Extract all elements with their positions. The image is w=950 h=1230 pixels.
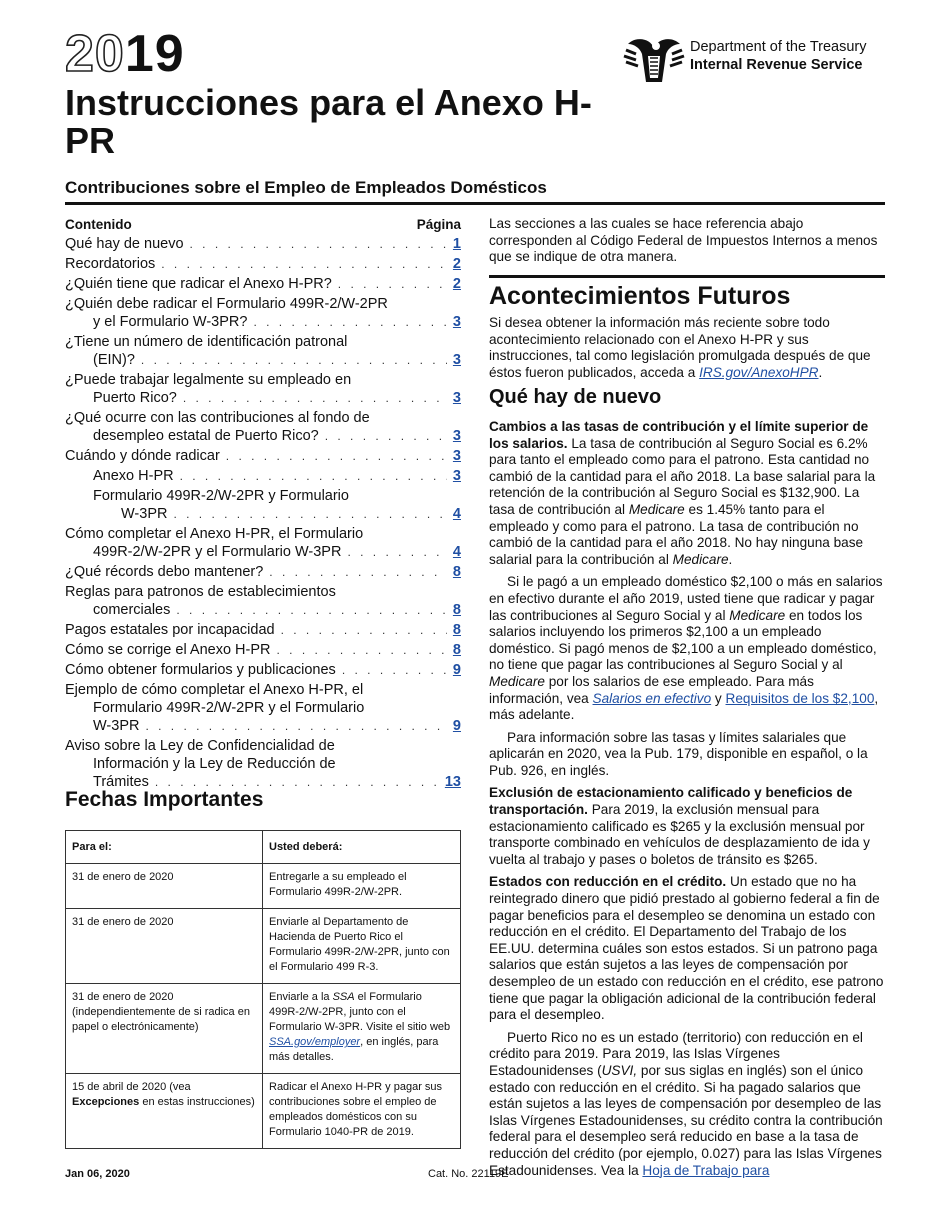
toc-item-label: ¿Quién tiene que radicar el Anexo H-PR? xyxy=(65,276,332,292)
toc-header: Contenido Página xyxy=(65,217,461,232)
table-of-contents xyxy=(65,216,461,793)
irs-eagle-logo-icon xyxy=(622,34,686,90)
toc-item[interactable] xyxy=(65,737,461,791)
toc-item[interactable] xyxy=(65,235,461,253)
toc-page-link[interactable]: 9 xyxy=(452,662,461,678)
toc-item[interactable] xyxy=(65,563,461,581)
toc-item-label: W-3PR xyxy=(121,506,168,522)
toc-item-label: Formulario 499R-2/W-2PR y Formulario xyxy=(93,488,349,504)
fechas-table xyxy=(65,830,461,1149)
toc-leader-dots xyxy=(176,601,447,619)
toc-leader-dots xyxy=(253,313,446,331)
table-row: 31 de enero de 2020 (independientemente de si radica en papel o electrónicamente) Enviarle a la SSA el Formulario 499R-2/W-2PR, junto con el Formulario W-3PR. Visite el sitio web SSA.gov/employer, en inglés, para más detalles. xyxy=(66,984,461,1074)
toc-item-label: ¿Tiene un número de identificación patronal xyxy=(65,334,348,350)
table-row: 31 de enero de 2020 Entregarle a su empleado el Formulario 499R-2/W-2PR. xyxy=(66,864,461,909)
toc-page-link[interactable]: 13 xyxy=(444,774,461,790)
toc-leader-dots xyxy=(226,447,447,465)
ssa-employer-link[interactable]: SSA.gov/employer xyxy=(269,1036,361,1048)
toc-item-label: Puerto Rico? xyxy=(93,390,177,406)
toc-item-label: Cómo obtener formularios y publicaciones xyxy=(65,662,336,678)
toc-page-link[interactable]: 3 xyxy=(452,468,461,484)
toc-item[interactable] xyxy=(65,641,461,659)
toc-item-label: Formulario 499R-2/W-2PR y el Formulario xyxy=(93,700,365,716)
toc-item-label: Qué hay de nuevo xyxy=(65,236,184,252)
toc-item-label: Cómo completar el Anexo H-PR, el Formulario xyxy=(65,526,364,542)
header-rule xyxy=(65,202,885,205)
toc-item-label: Trámites xyxy=(93,774,149,790)
toc-page-link[interactable]: 8 xyxy=(452,564,461,580)
toc-leader-dots xyxy=(161,255,447,273)
toc-leader-dots xyxy=(277,641,447,659)
toc-item-label: Recordatorios xyxy=(65,256,156,272)
toc-item-label: ¿Quién debe radicar el Formulario 499R-2/W-2PR xyxy=(65,296,388,312)
acontecimientos-section: Si desea obtener la información más reciente sobre todo acontecimiento relacionado con el Anexo H-PR y sus instrucciones, tal como legislación promulgada después de que éstos fueron publicados, acceda a IRS.gov/AnexoHPR. xyxy=(489,315,871,380)
toc-leader-dots xyxy=(180,467,447,485)
toc-leader-dots xyxy=(141,351,447,369)
toc-page-link[interactable]: 2 xyxy=(452,256,461,272)
toc-page-link[interactable]: 8 xyxy=(452,622,461,638)
toc-leader-dots xyxy=(281,621,447,639)
toc-item-label: comerciales xyxy=(93,602,171,618)
toc-page-link[interactable]: 3 xyxy=(452,448,461,464)
page-title: Instrucciones para el Anexo H-PR xyxy=(65,82,592,161)
toc-item-label: Aviso sobre la Ley de Confidencialidad de xyxy=(65,738,335,754)
toc-leader-dots xyxy=(338,275,447,293)
toc-page-link[interactable]: 1 xyxy=(452,236,461,252)
acontecimientos-heading: Acontecimientos Futuros xyxy=(489,282,791,310)
toc-item[interactable] xyxy=(65,661,461,679)
toc-item[interactable] xyxy=(65,525,461,561)
toc-item-label: Anexo H-PR xyxy=(93,468,174,484)
toc-item-label: W-3PR xyxy=(93,718,140,734)
paragraph: Estados con reducción en el crédito. Un estado que no ha reintegrado dinero que pidió prestado al gobierno federal a fin de pagar beneficios para el desempleo se denomina un estado con reducción en el crédito. El Departamento del Trabajo de los EE.UU. determina cuáles son estos estados. Si un patrono paga salarios que están sujetos a las leyes de compensación por desempleo de un estado con reducción en el crédito, ese patrono tiene que pagar la obligación adicional de la contribución federal para el desempleo. xyxy=(489,874,884,1023)
toc-page-link[interactable]: 9 xyxy=(452,718,461,734)
table-row: 31 de enero de 2020 Enviarle al Departamento de Hacienda de Puerto Rico el Formulario 499R-2/W-2PR, junto con el Formulario 499 R-3. xyxy=(66,909,461,984)
toc-page-link[interactable]: 4 xyxy=(452,544,461,560)
toc-page-link[interactable]: 3 xyxy=(452,352,461,368)
intro-paragraph: Las secciones a las cuales se hace referencia abajo corresponden al Código Federal de Impuestos Internos a menos que se indique de otra manera. xyxy=(489,216,878,265)
toc-list xyxy=(65,235,461,791)
requisitos-2100-link[interactable]: Requisitos de los $2,100 xyxy=(725,690,875,706)
toc-leader-dots xyxy=(269,563,447,581)
toc-page-link[interactable]: 4 xyxy=(452,506,461,522)
toc-item[interactable] xyxy=(65,371,461,407)
toc-item[interactable] xyxy=(65,275,461,293)
toc-item[interactable] xyxy=(65,295,461,331)
toc-item[interactable] xyxy=(65,467,461,485)
toc-item-label: desempleo estatal de Puerto Rico? xyxy=(93,428,319,444)
toc-leader-dots xyxy=(190,235,447,253)
toc-page-link[interactable]: 8 xyxy=(452,602,461,618)
toc-item[interactable] xyxy=(65,255,461,273)
table-row: 15 de abril de 2020 (vea Excepciones en estas instrucciones) Radicar el Anexo H-PR y pagar sus contribuciones sobre el empleo de empleados domésticos con su Formulario 1040-PR de 2019. xyxy=(66,1074,461,1149)
toc-leader-dots xyxy=(145,717,446,735)
toc-item-label: 499R-2/W-2PR y el Formulario W-3PR xyxy=(93,544,342,560)
salarios-efectivo-link[interactable]: Salarios en efectivo xyxy=(592,690,712,706)
toc-item[interactable] xyxy=(65,487,461,523)
paragraph: Si le pagó a un empleado doméstico $2,100 o más en salarios en efectivo durante el año 2019, usted tiene que radicar y pagar las contribuciones al Seguro Social y al Medicare en todos los salarios incluyendo los primeros $2,100 a un empleado doméstico. Si pagó menos de $2,100 a un empleado doméstico, no tiene que pagar las contribuciones al Seguro Social y al Medicare por los salarios de ese empleado. Para más información, vea Salarios en efectivo y Requisitos de los $2,100, más adelante. xyxy=(489,574,883,723)
toc-leader-dots xyxy=(347,543,446,561)
que-hay-de-nuevo-section xyxy=(489,419,885,1185)
toc-item-label: ¿Qué ocurre con las contribuciones al fondo de xyxy=(65,410,370,426)
irs-anexohpr-link[interactable]: IRS.gov/AnexoHPR xyxy=(699,364,819,380)
table-header-row xyxy=(66,831,461,864)
toc-item-label: Cómo se corrige el Anexo H-PR xyxy=(65,642,271,658)
paragraph: Cambios a las tasas de contribución y el límite superior de los salarios. La tasa de contribución al Seguro Social es 6.2% para tanto el empleado como para el patrono. Esta cantidad no cambió de la cantidad para el año 2018. La base salarial para la retención de la contribución al Seguro Social es $132,900. La tasa de contribución al Medicare es 1.45% tanto para el empleado y como para el patrono. La tasa de contribución no cambió de la cantidad para el año 2018. No hay ninguna base salarial para la contribución al Medicare. xyxy=(489,419,876,567)
toc-item-label: ¿Qué récords debo mantener? xyxy=(65,564,264,580)
toc-item[interactable] xyxy=(65,447,461,465)
col-usted-debera: Usted deberá: xyxy=(263,831,461,864)
hoja-de-trabajo-link[interactable]: Hoja de Trabajo para xyxy=(642,1162,770,1178)
toc-page-link[interactable]: 3 xyxy=(452,390,461,406)
col-para-el: Para el: xyxy=(66,831,263,864)
toc-leader-dots xyxy=(173,505,446,523)
page-subtitle: Contribuciones sobre el Empleo de Empleados Domésticos xyxy=(65,178,547,197)
toc-item-label: Ejemplo de cómo completar el Anexo H-PR, el xyxy=(65,682,364,698)
toc-page-link[interactable]: 3 xyxy=(452,428,461,444)
toc-leader-dots xyxy=(183,389,447,407)
toc-item-label: Cuándo y dónde radicar xyxy=(65,448,220,464)
toc-item[interactable] xyxy=(65,681,461,735)
toc-item-label: Pagos estatales por incapacidad xyxy=(65,622,275,638)
que-hay-de-nuevo-heading: Qué hay de nuevo xyxy=(489,386,662,408)
footer-cat-no: Cat. No. 22119E xyxy=(428,1168,509,1180)
toc-item-label: Información y la Ley de Reducción de xyxy=(93,756,336,772)
toc-item[interactable] xyxy=(65,621,461,639)
footer-date: Jan 06, 2020 xyxy=(65,1168,130,1180)
fechas-heading: Fechas Importantes xyxy=(65,788,264,811)
toc-page-link[interactable]: 2 xyxy=(452,276,461,292)
toc-leader-dots xyxy=(325,427,447,445)
paragraph: Puerto Rico no es un estado (territorio) con reducción en el crédito para 2019. Para 2019, las Islas Vírgenes Estadounidenses (USVI, por sus siglas en inglés) son el único estado con reducción en el crédito. Si ha pagado salarios que están sujetos a las leyes de compensación por desempleo de las Islas Vírgenes Estadounidenses, su crédito contra la contribución federal para el desempleo será reducido en base a la tasa de reducción del crédito (por ejemplo, 0.027) para las Islas Vírgenes Estadounidenses. Vea la Hoja de Trabajo para xyxy=(489,1029,883,1178)
toc-item[interactable] xyxy=(65,583,461,619)
toc-page-link[interactable]: 3 xyxy=(452,314,461,330)
toc-page-link[interactable]: 8 xyxy=(452,642,461,658)
toc-item[interactable] xyxy=(65,409,461,445)
toc-item-label: Reglas para patronos de establecimientos xyxy=(65,584,336,600)
paragraph: Para información sobre las tasas y límites salariales que aplicarán en 2020, vea la Pub. 179, disponible en español, o la Pub. 926, en inglés. xyxy=(489,729,868,778)
toc-item[interactable] xyxy=(65,333,461,369)
form-year: 2019 xyxy=(65,25,185,83)
toc-item-label: ¿Puede trabajar legalmente su empleado en xyxy=(65,372,352,388)
toc-item-label: y el Formulario W-3PR? xyxy=(93,314,248,330)
toc-item-label: (EIN)? xyxy=(93,352,135,368)
section-rule xyxy=(489,275,885,278)
paragraph: Exclusión de estacionamiento calificado y beneficios de transportación. Para 2019, la exclusión mensual para estacionamiento calificado es $265 y la exclusión mensual por transporte combinado en vehículos de desplazamiento de ida y vuelta al trabajo y pases o boletos de tránsito es $265. xyxy=(489,785,870,867)
toc-leader-dots xyxy=(342,661,447,679)
